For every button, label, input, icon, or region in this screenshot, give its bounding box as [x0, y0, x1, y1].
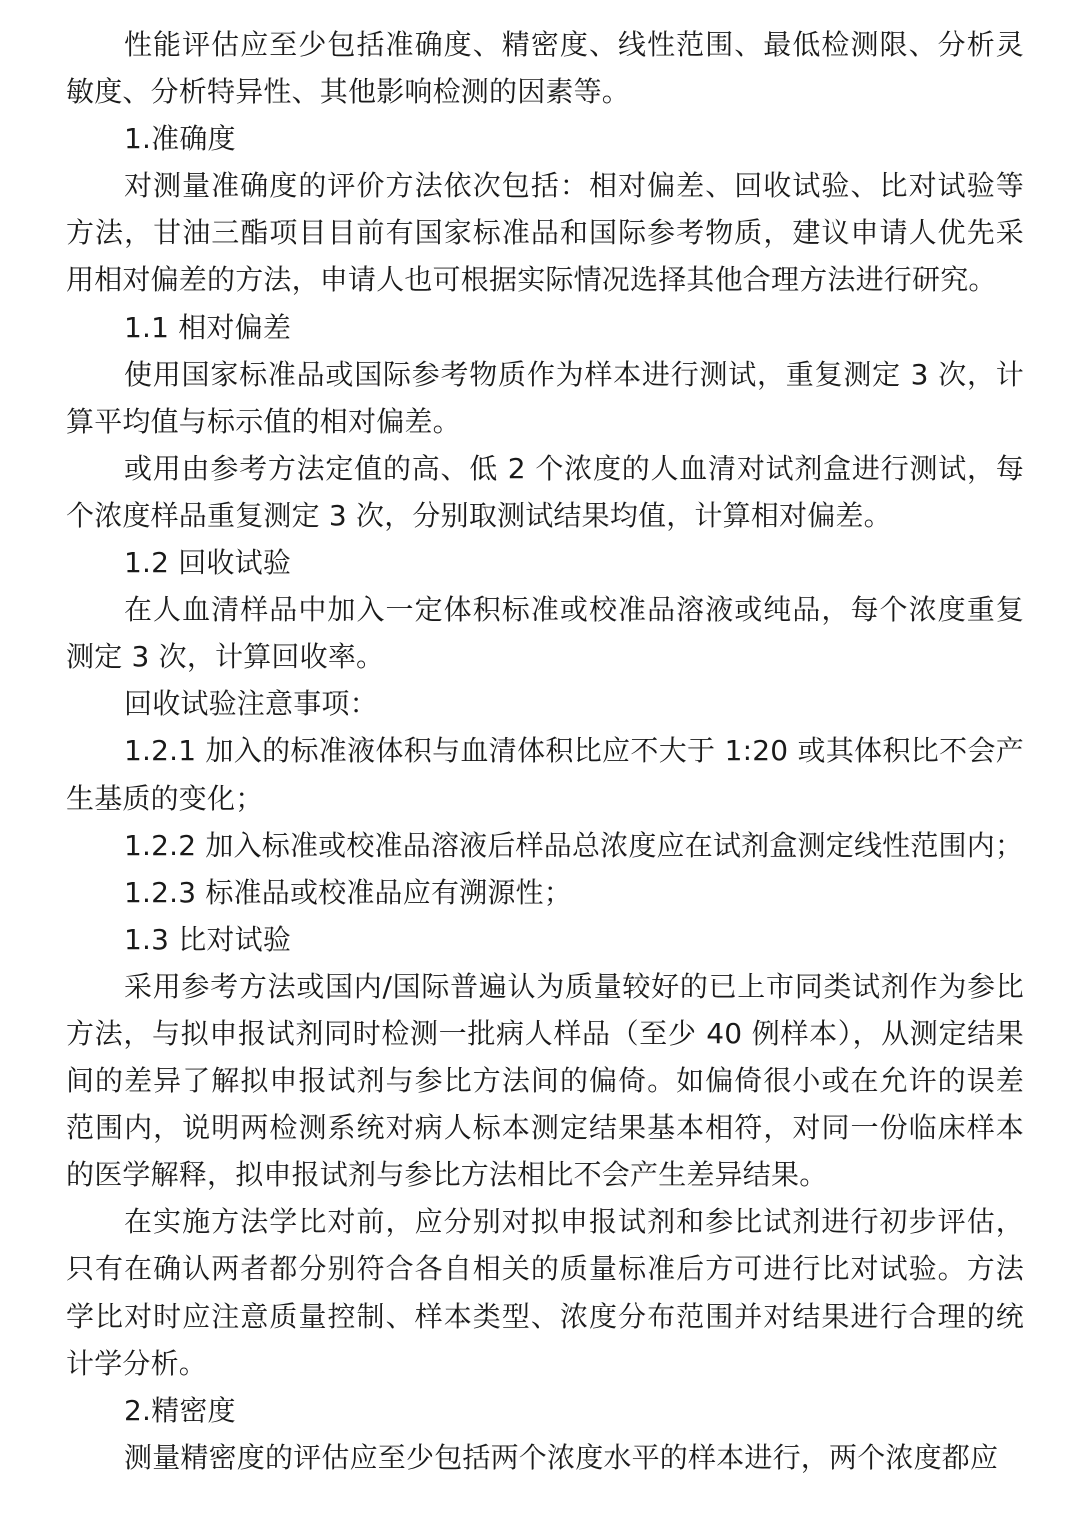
list-item: 1.2.3 标准品或校准品应有溯源性；	[124, 875, 572, 909]
section-heading: 1.准确度	[124, 122, 236, 156]
body-paragraph: 或用由参考方法定值的高、低 2 个浓度的人血清对试剂盒进行测试，每个浓度样品重复测定 3 次，分别取测试结果均值，计算相对偏差。	[66, 451, 1024, 532]
section-heading: 2.精密度	[124, 1393, 236, 1427]
body-paragraph: 测量精密度的评估应至少包括两个浓度水平的样本进行，两个浓度都应	[124, 1440, 999, 1474]
body-paragraph: 性能评估应至少包括准确度、精密度、线性范围、最低检测限、分析灵敏度、分析特异性、其他影响检测的因素等。	[66, 28, 1024, 109]
body-paragraph: 对测量准确度的评价方法依次包括：相对偏差、回收试验、比对试验等方法，甘油三酯项目目前有国家标准品和国际参考物质，建议申请人优先采用相对偏差的方法，申请人也可根据实际情况选择其他合理方法进行研究。	[66, 169, 1024, 297]
list-item: 1.2.2 加入标准或校准品溶液后样品总浓度应在试剂盒测定线性范围内；	[124, 828, 1024, 862]
body-paragraph: 回收试验注意事项：	[124, 687, 378, 721]
section-heading: 1.1 相对偏差	[124, 310, 292, 344]
body-paragraph: 采用参考方法或国内/国际普遍认为质量较好的已上市同类试剂作为参比方法，与拟申报试剂同时检测一批病人样品（至少 40 例样本），从测定结果间的差异了解拟申报试剂与参比方法间的偏倚。如偏倚很小或在允许的误差范围内，说明两检测系统对病人标本测定结果基本相符，对同一份临床样本的医学解释，拟申报试剂与参比方法相比不会产生差异结果。	[66, 969, 1024, 1192]
body-paragraph: 使用国家标准品或国际参考物质作为样本进行测试，重复测定 3 次，计算平均值与标示值的相对偏差。	[66, 357, 1025, 438]
section-heading: 1.2 回收试验	[124, 546, 292, 580]
body-paragraph: 在实施方法学比对前，应分别对拟申报试剂和参比试剂进行初步评估，只有在确认两者都分别符合各自相关的质量标准后方可进行比对试验。方法学比对时应注意质量控制、样本类型、浓度分布范围并对结果进行合理的统计学分析。	[66, 1205, 1024, 1380]
list-item: 1.2.1 加入的标准液体积与血清体积比应不大于 1:20 或其体积比不会产生基质的变化；	[66, 734, 1024, 815]
body-paragraph: 在人血清样品中加入一定体积标准或校准品溶液或纯品，每个浓度重复测定 3 次，计算回收率。	[66, 593, 1024, 674]
section-heading: 1.3 比对试验	[124, 922, 292, 956]
